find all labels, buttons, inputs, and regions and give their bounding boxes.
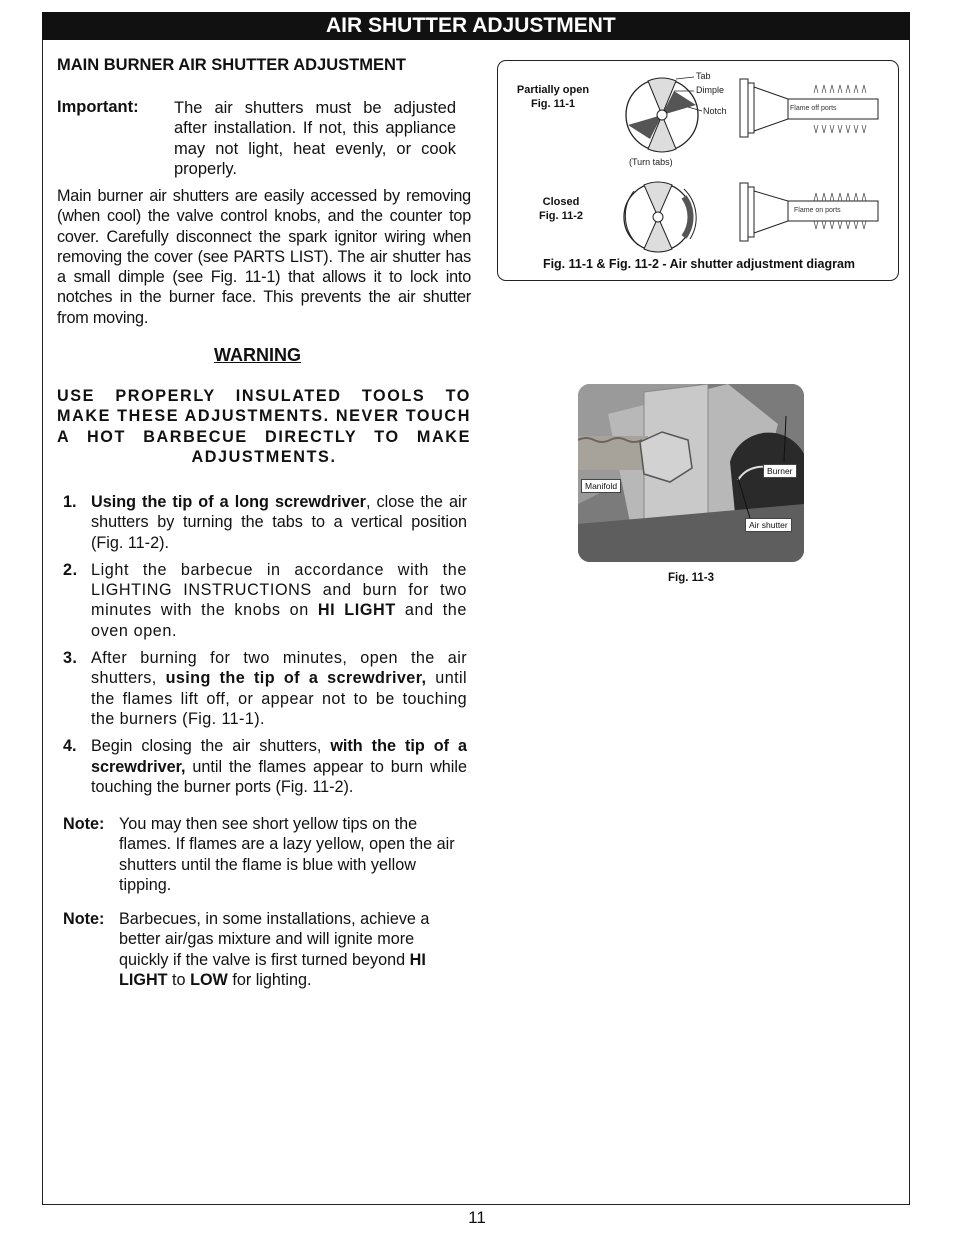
dimple-label: Dimple: [696, 85, 725, 95]
flame-off-label: Flame off ports: [790, 105, 837, 112]
burner-tag: Burner: [763, 464, 797, 478]
step-text: and the oven open.: [91, 601, 467, 640]
label-line: Fig. 11-2: [538, 210, 584, 222]
manifold-tag: Manifold: [581, 479, 621, 493]
notch-label: Notch: [703, 106, 727, 116]
step-bold: using the tip of a screwdriver,: [165, 669, 427, 688]
step-bold: HI LIGHT: [317, 601, 396, 620]
turn-tabs-label: (Turn tabs): [629, 157, 673, 167]
note-label: Note:: [63, 815, 105, 833]
step-text: , close the air shutters by turning the tabs to a vertical position (Fig. 11-2).: [91, 493, 468, 552]
step-bold: with the tip of a screwdriver,: [91, 737, 467, 776]
note-text: You may then see short yellow tips on the flames. If flames are a lazy yellow, open the air shutters until the flame is blue with yellow tipping.: [119, 815, 455, 894]
important-text: The air shutters must be adjusted after installation. If not, this appliance may not light, heat evenly, or cook properly.: [174, 99, 456, 178]
steps-list: [63, 492, 467, 804]
note-bold: LOW: [190, 970, 228, 989]
tab-label: Tab: [696, 71, 711, 81]
intro-paragraph: Main burner air shutters are easily accessed by removing (when cool) the valve control knobs, and the counter top cover. Carefully disconnect the spark ignitor wiring when removing the cover (see PARTS LIST). The air shutter has a small dimple (see Fig. 11-1) that allows it to lock into notches in the burner face. This prevents the air shutter from moving.: [57, 187, 471, 327]
step-2: [63, 560, 467, 641]
note-text-part: for lighting.: [227, 970, 312, 989]
shutter-closed-icon: [624, 182, 696, 252]
page-number: 11: [468, 1208, 486, 1227]
step-number: 3.: [63, 649, 78, 668]
flame-on-label: Flame on ports: [794, 207, 841, 214]
diagram-caption: Fig. 11-1 & Fig. 11-2 - Air shutter adjustment diagram: [542, 257, 856, 271]
step-number: 4.: [63, 737, 77, 756]
air-shutter-tag: Air shutter: [745, 518, 792, 532]
warning-title: WARNING: [214, 345, 301, 365]
step-1: [63, 492, 467, 553]
page-title: AIR SHUTTER ADJUSTMENT: [42, 12, 910, 40]
step-text: until the flames lift off, or appear not to be touching the burners (Fig. 11-1).: [91, 669, 468, 728]
note-label: Note:: [63, 910, 105, 928]
note-text-part: to: [167, 970, 191, 989]
burner-photo: [578, 384, 804, 562]
step-4: [63, 736, 467, 797]
air-shutter-diagram: [497, 60, 899, 281]
shutter-open-icon: [626, 77, 702, 152]
important-label: Important:: [57, 98, 139, 116]
photo-caption: Fig. 11-3: [667, 572, 715, 584]
step-text: Begin closing the air shutters,: [91, 737, 331, 756]
step-bold: Using the tip of a long screwdriver: [91, 493, 366, 511]
note-text-part: Barbecues, in some installations, achieve a better air/gas mixture and will ignite more quickly if the valve is first turned beyond: [119, 910, 430, 969]
step-3: [63, 648, 467, 729]
step-number: 1.: [63, 493, 77, 511]
note-2: [63, 909, 463, 990]
label-line: Fig. 11-1: [530, 98, 576, 110]
step-text: After burning for two minutes, open the air shutters,: [91, 649, 467, 688]
step-number: 2.: [63, 560, 78, 579]
step-text: Light the barbecue in accordance with the LIGHTING INSTRUCTIONS and burn for two minutes with the knobs on: [91, 560, 467, 620]
note-bold: HI LIGHT: [119, 950, 426, 989]
section-heading: MAIN BURNER AIR SHUTTER ADJUSTMENT: [57, 56, 406, 74]
note-text: [119, 909, 463, 990]
step-text: until the flames appear to burn while touching the burner ports (Fig. 11-2).: [91, 757, 467, 796]
note-1: [63, 814, 463, 895]
label-line: Partially open: [516, 84, 590, 96]
warning-text: USE PROPERLY INSULATED TOOLS TO MAKE THESE ADJUSTMENTS. NEVER TOUCH A HOT BARBECUE DIRECTLY TO MAKE ADJUSTMENTS.: [57, 387, 471, 466]
label-line: Closed: [542, 196, 580, 208]
